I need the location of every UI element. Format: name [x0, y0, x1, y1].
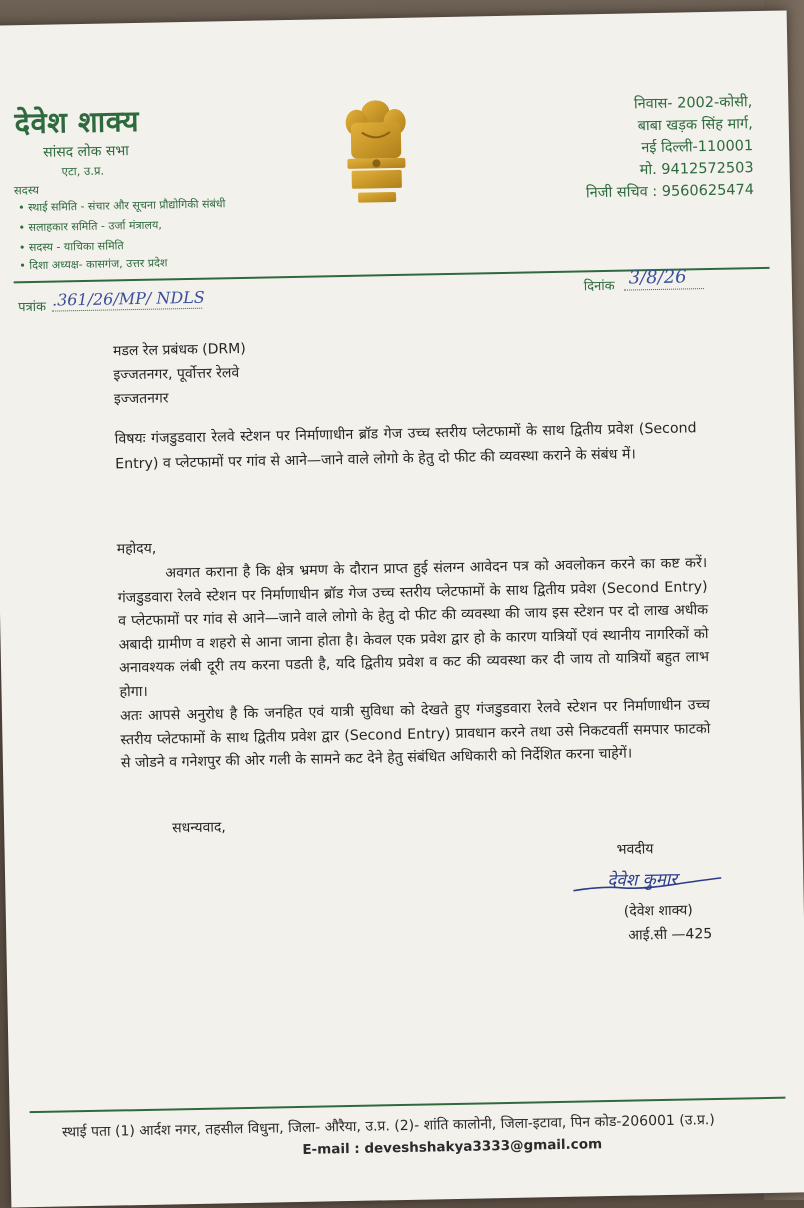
signatory-name: (देवेश शाक्य): [623, 902, 693, 920]
closing-text: सधन्यवाद,: [172, 819, 226, 837]
membership-item: • सदस्य - याचिका समिति: [18, 239, 124, 255]
sign-off: भवदीय: [616, 841, 654, 858]
reference-label: पत्रांक: [18, 299, 47, 316]
membership-item: • सलाहकार समिति - उर्जा मंत्रालय,: [18, 218, 162, 235]
salutation: महोदय,: [116, 540, 157, 558]
residence-address: निवास- 2002-कोसी,: [633, 94, 753, 113]
recipient-line: इज्जतनगर: [113, 390, 169, 408]
city-address: नई दिल्ली-110001: [641, 138, 754, 157]
signatory-code: आई.सी —425: [628, 926, 713, 944]
membership-item: • दिशा अध्यक्ष- कासगंज, उत्तर प्रदेश: [19, 256, 168, 273]
date-underline: [624, 288, 704, 291]
sender-name: देवेश शाक्य: [14, 103, 140, 141]
sender-constituency: एटा, उ.प्र.: [61, 163, 105, 179]
membership-heading: सदस्य: [13, 182, 40, 198]
signature-text: देवेश कुमार: [607, 869, 678, 892]
national-emblem-icon: [336, 92, 416, 209]
recipient-line: इज्जतनगर, पूर्वोत्तर रेलवे: [113, 365, 240, 384]
body-paragraph-2: अतः आपसे अनुरोध है कि जनहित एवं यात्री सुविधा को देखते हुए गंजडुडवारा रेलवे स्टेशन पर निर्माणाधीन उच्च स्तरीय प्लेटफामों के साथ द्वितीय प्रवेश द्वार (Second Entry) प्रावधान करने तथा उसे निकटवर्ती समपार फाटको से जोडने व गनेशपुर की ओर गली के सामने कट देने हेतु संबंधित अधिकारी को निर्देशित करना चाहेगें।: [119, 697, 711, 772]
email-address: E-mail : deveshshakya3333@gmail.com: [302, 1136, 603, 1158]
mobile-number: मो. 9412572503: [639, 160, 754, 179]
date-value: 3/8/26: [628, 266, 687, 289]
date-label: दिनांक: [583, 278, 615, 295]
handwritten-signature: [571, 864, 732, 903]
sender-designation: सांसद लोक सभा: [43, 143, 130, 161]
body-paragraph-1: अवगत कराना है कि क्षेत्र भ्रमण के दौरान प्राप्त हुई संलग्न आवेदन पत्र को अवलोकन करने का कष्ट करें। गंजडुडवारा रेलवे स्टेशन पर निर्माणाधीन ब्रॉड गेज उच्च स्तरीय प्लेटफामों के साथ द्वितीय प्रवेश (Second Entry) व प्लेटफामों पर गांव से आने—जाने वाले लोगो के हेतु दो फीट की व्यवस्था की जाय इस स्टेशन पर दो लाख अधीक अबादी ग्रामीण व शहरो से आना जाना होता है। केवल एक प्रवेश द्वार हो के कारण यात्रियों एवं स्थानीय नागरिकों को अनावश्यक लंबी दूरी तय करना पडती है, यदि द्वितीय प्रवेश व कट की व्यवस्था कर दी जाय तो यात्रियों बहुत लाभ होगा।: [117, 555, 710, 700]
letter-sheet: [0, 10, 804, 1207]
membership-item: • स्थाई समिति - संचार और सूचना प्रौद्योगिकी संबंधी: [18, 197, 226, 215]
recipient-line: मडल रेल प्रबंधक (DRM): [112, 340, 246, 360]
subject-text: विषयः गंजडुडवारा रेलवे स्टेशन पर निर्माणाधीन ब्रॉड गेज उच्च स्तरीय प्लेटफामों के साथ द्वितीय प्रवेश (Second Entry) व प्लेटफामों पर गांव से आने—जाने वाले लोगो के हेतु दो फीट की व्यवस्था कराने के संबंध में।: [114, 420, 697, 473]
permanent-address: स्थाई पता (1) आर्दश नगर, तहसील विधुना, जिला- औरैया, उ.प्र. (2)- शांति कालोनी, जिला-इटावा, पिन कोड-206001 (उ.प्र.): [61, 1112, 715, 1141]
street-address: बाबा खड़क सिंह मार्ग,: [637, 116, 753, 135]
reference-number: .361/26/MP/ NDLS: [51, 287, 205, 310]
secretary-number: निजी सचिव : 9560625474: [585, 182, 755, 202]
